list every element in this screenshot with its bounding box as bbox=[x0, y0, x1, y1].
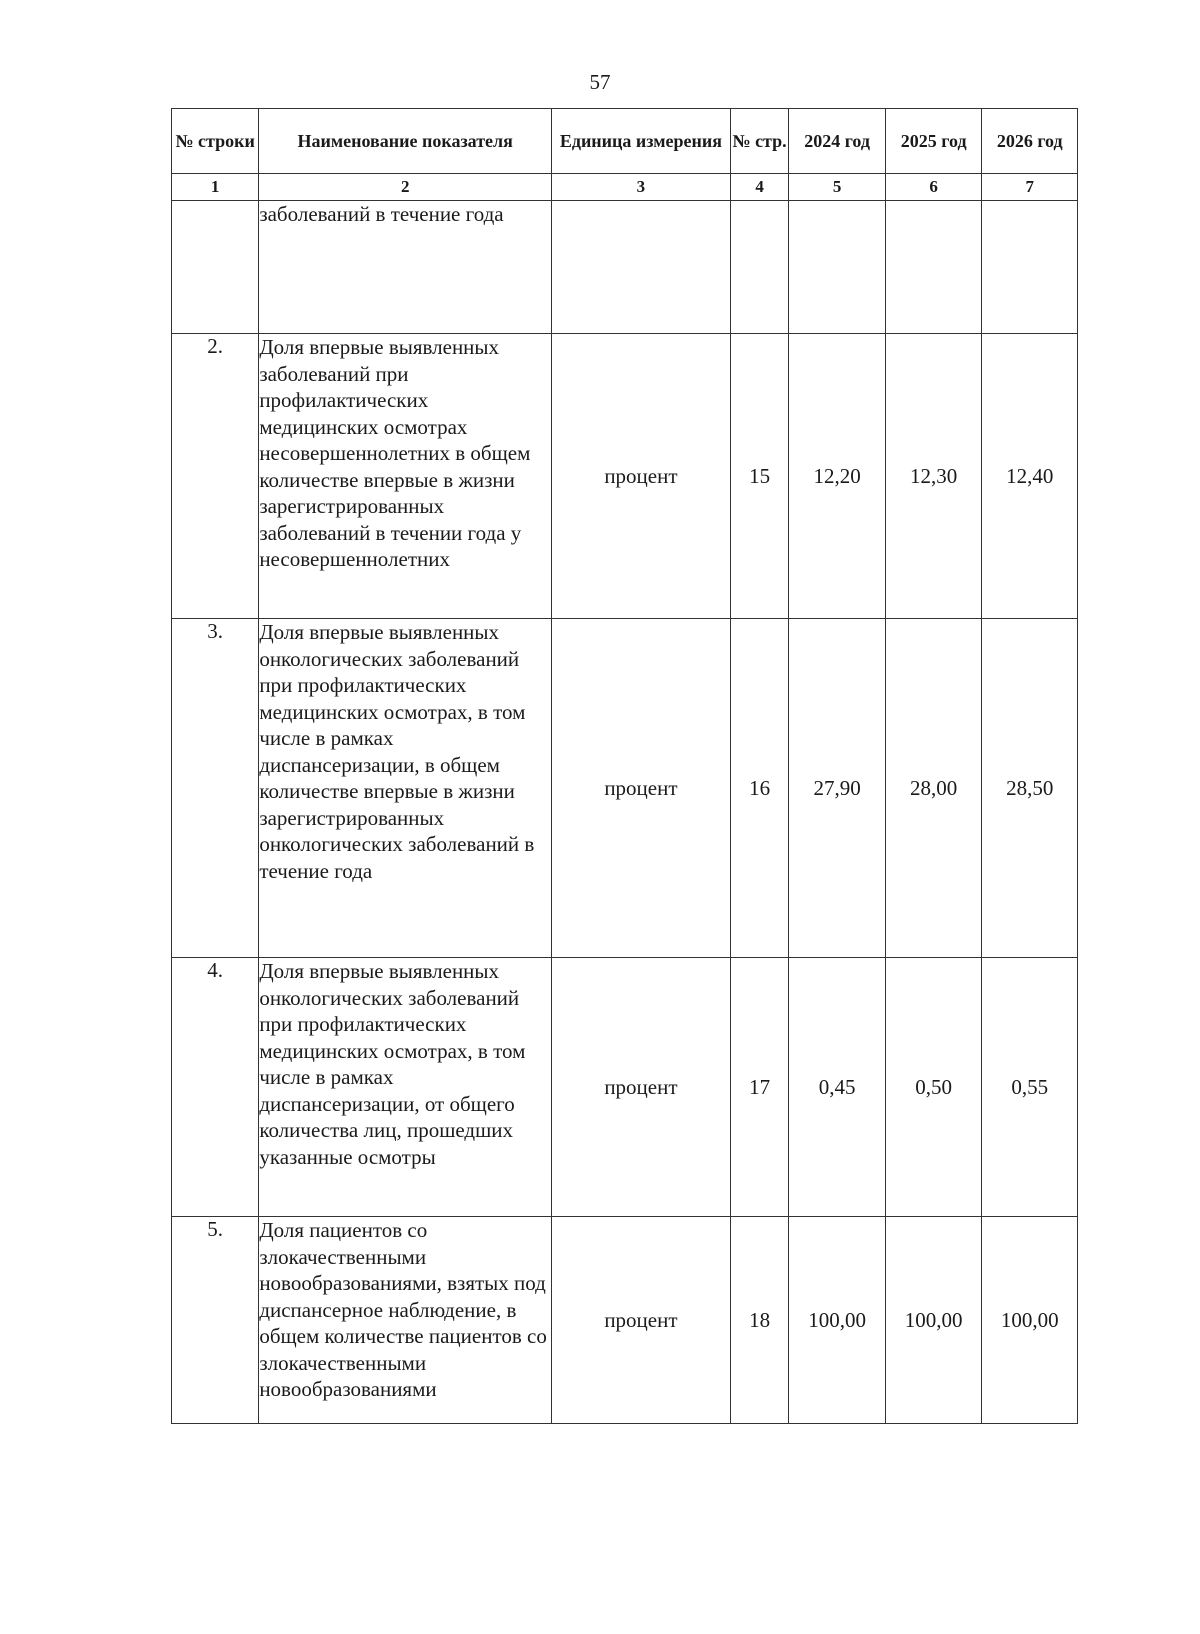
header-line-number: № стр. bbox=[730, 109, 789, 174]
line-number-cell: 18 bbox=[730, 1217, 789, 1424]
header-year-2026: 2026 год bbox=[982, 109, 1078, 174]
header-year-2025: 2025 год bbox=[885, 109, 982, 174]
indicator-name-cell: Доля впервые выявленных заболеваний при профилактических медицинских осмотрах несовершеннолетних в общем количестве впервые в жизни зарегистрированных заболеваний в течении года у несовершеннолетних bbox=[259, 334, 552, 619]
unit-cell: процент bbox=[552, 1217, 731, 1424]
row-number-cell: 4. bbox=[172, 958, 259, 1217]
indicator-name-cell: Доля впервые выявленных онкологических заболеваний при профилактических медицинских осмотрах, в том числе в рамках диспансеризации, от общего количества лиц, прошедших указанные осмотры bbox=[259, 958, 552, 1217]
row-number-cell bbox=[172, 201, 259, 334]
table-row bbox=[172, 958, 1078, 1217]
unit-cell: процент bbox=[552, 619, 731, 958]
column-number: 5 bbox=[789, 174, 886, 201]
row-number-cell: 2. bbox=[172, 334, 259, 619]
line-number-cell bbox=[730, 201, 789, 334]
header-year-2024: 2024 год bbox=[789, 109, 886, 174]
table-row bbox=[172, 1217, 1078, 1424]
value-2025-cell: 12,30 bbox=[885, 334, 982, 619]
value-2024-cell bbox=[789, 201, 886, 334]
column-number-row bbox=[172, 174, 1078, 201]
table-row bbox=[172, 334, 1078, 619]
line-number-cell: 15 bbox=[730, 334, 789, 619]
table-row bbox=[172, 201, 1078, 334]
value-2025-cell: 28,00 bbox=[885, 619, 982, 958]
indicator-name-cell: Доля впервые выявленных онкологических заболеваний при профилактических медицинских осмотрах, в том числе в рамках диспансеризации, в общем количестве впервые в жизни зарегистрированных онкологических заболеваний в течение года bbox=[259, 619, 552, 958]
value-2024-cell: 27,90 bbox=[789, 619, 886, 958]
row-number-cell: 5. bbox=[172, 1217, 259, 1424]
indicators-table bbox=[171, 108, 1078, 1424]
value-2026-cell: 100,00 bbox=[982, 1217, 1078, 1424]
value-2026-cell: 28,50 bbox=[982, 619, 1078, 958]
value-2025-cell: 100,00 bbox=[885, 1217, 982, 1424]
column-number: 3 bbox=[552, 174, 731, 201]
header-unit: Единица измерения bbox=[552, 109, 731, 174]
value-2024-cell: 100,00 bbox=[789, 1217, 886, 1424]
column-number: 4 bbox=[730, 174, 789, 201]
page-number: 57 bbox=[589, 70, 611, 94]
unit-cell bbox=[552, 201, 731, 334]
unit-cell: процент bbox=[552, 334, 731, 619]
value-2026-cell: 0,55 bbox=[982, 958, 1078, 1217]
line-number-cell: 17 bbox=[730, 958, 789, 1217]
value-2025-cell bbox=[885, 201, 982, 334]
value-2025-cell: 0,50 bbox=[885, 958, 982, 1217]
column-number: 2 bbox=[259, 174, 552, 201]
value-2024-cell: 12,20 bbox=[789, 334, 886, 619]
value-2026-cell: 12,40 bbox=[982, 334, 1078, 619]
header-indicator-name: Наименование показателя bbox=[259, 109, 552, 174]
header-row bbox=[172, 109, 1078, 174]
column-number: 7 bbox=[982, 174, 1078, 201]
row-number-cell: 3. bbox=[172, 619, 259, 958]
unit-cell: процент bbox=[552, 958, 731, 1217]
table-row bbox=[172, 619, 1078, 958]
header-row-number: № строки bbox=[172, 109, 259, 174]
indicator-name-cell: Доля пациентов со злокачественными новообразованиями, взятых под диспансерное наблюдение, в общем количестве пациентов со злокачественными новообразованиями bbox=[259, 1217, 552, 1424]
column-number: 6 bbox=[885, 174, 982, 201]
column-number: 1 bbox=[172, 174, 259, 201]
line-number-cell: 16 bbox=[730, 619, 789, 958]
value-2026-cell bbox=[982, 201, 1078, 334]
value-2024-cell: 0,45 bbox=[789, 958, 886, 1217]
indicator-name-cell: заболеваний в течение года bbox=[259, 201, 552, 334]
